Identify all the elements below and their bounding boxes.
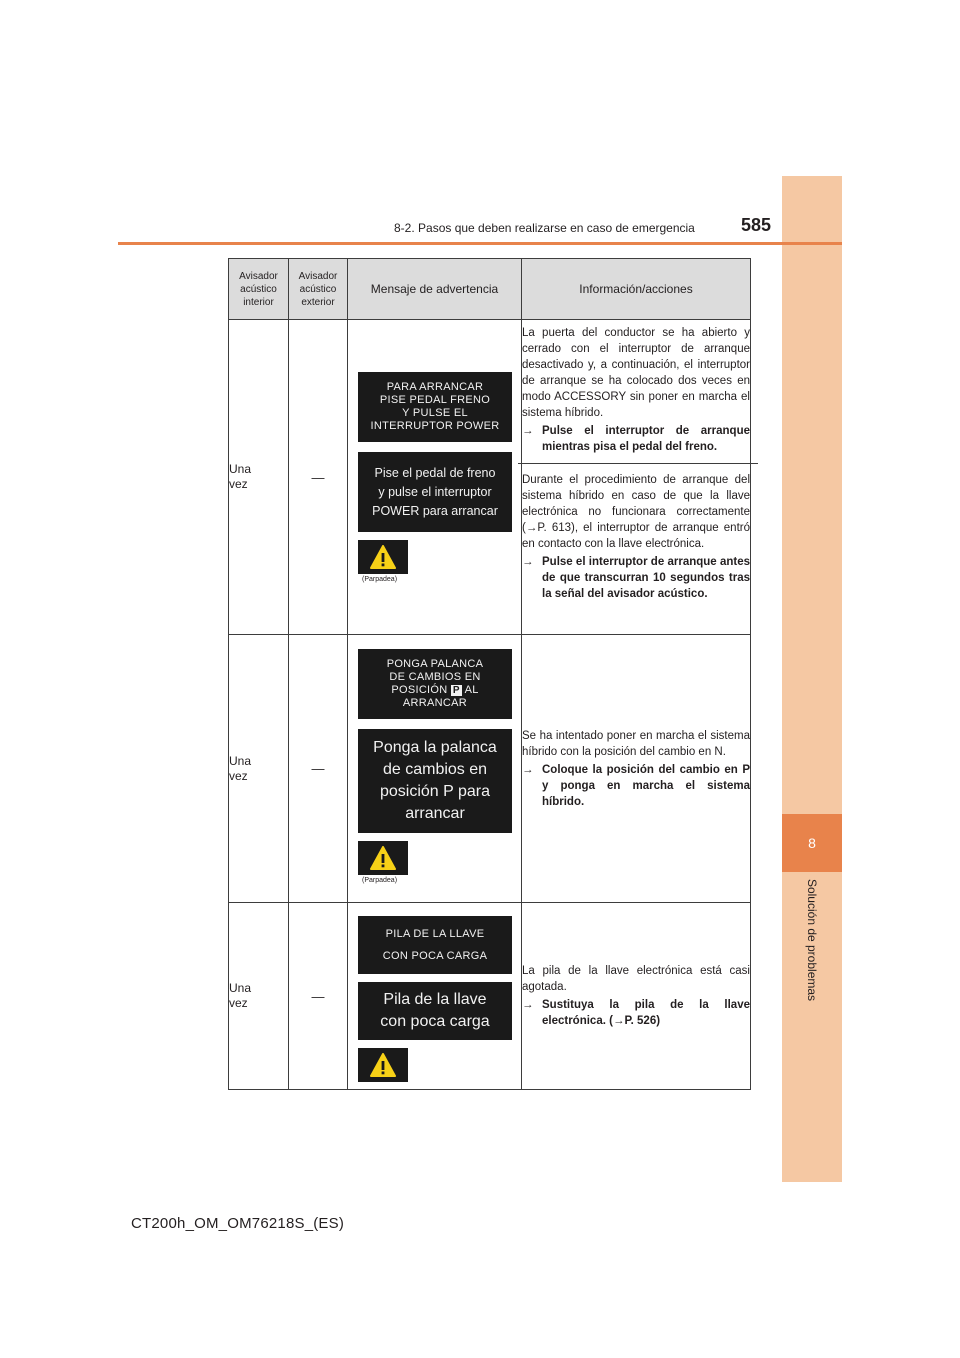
arrow-icon: →: [522, 763, 534, 776]
document-code: CT200h_OM_OM76218S_(ES): [131, 1215, 345, 1232]
warning-display-text: Ponga la palanca de cambios en posición P para arrancar: [358, 729, 512, 833]
interior-buzzer-cell: Una vez: [229, 320, 289, 635]
chapter-number: 8: [782, 814, 842, 872]
p-position-badge: P: [452, 685, 460, 696]
info-text: Se ha intentado poner en marcha el sistema híbrido con la posición del cambio en N.: [522, 729, 750, 758]
arrow-icon: →: [522, 556, 534, 568]
interior-buzzer-cell: Una vez: [229, 903, 289, 1090]
section-title: 8-2. Pasos que deben realizarse en caso de emergencia: [394, 221, 695, 235]
table-row: [229, 903, 751, 1090]
table-row: [229, 320, 751, 635]
chapter-label: Solución de problemas: [805, 878, 819, 1002]
action-text: → Pulse el interruptor de arranque mientras pisa el pedal del freno.: [522, 425, 750, 453]
warning-message-cell: [348, 635, 522, 903]
action-text: → Coloque la posición del cambio en P y ponga en marcha el sistema híbrido.: [522, 763, 750, 808]
table-header-row: [229, 259, 751, 320]
info-text: La puerta del conductor se ha abierto y cerrado con el interruptor de arranque desactivado y, a continuación, el interruptor de arranque se ha colocado dos veces en modo ACCESSORY sin poner en marcha el sistema híbrido.: [522, 327, 750, 419]
info-text: Durante el procedimiento de arranque del sistema híbrido en caso de que la llave electrónica no funcionara correctamente (→P. 613), el interruptor de arranque entró en contacto con la llave electrónica.: [522, 474, 750, 550]
arrow-icon: →: [522, 425, 534, 437]
exterior-buzzer-cell: —: [289, 320, 348, 635]
table-row: [229, 635, 751, 903]
action-text: → Sustituya la pila de la llave electrónica. (→P. 526): [522, 999, 750, 1027]
warning-display-caps: PONGA PALANCA DE CAMBIOS EN POSICIÓN P AL ARRANCAR: [358, 649, 512, 719]
arrow-icon: →: [522, 999, 534, 1011]
action-text: → Pulse el interruptor de arranque antes de que transcurran 10 segundos tras la señal del avisador acústico.: [522, 556, 750, 600]
warning-message-cell: [348, 903, 522, 1090]
header-exterior-buzzer: Avisador acústico exterior: [289, 259, 348, 320]
warning-triangle-icon: [358, 1048, 408, 1082]
page-number: 585: [741, 215, 772, 235]
warning-display-text: Pise el pedal de freno y pulse el interruptor POWER para arrancar: [358, 452, 512, 532]
exterior-buzzer-cell: —: [289, 903, 348, 1090]
information-cell: [522, 635, 751, 903]
warning-triangle-icon: [358, 841, 408, 875]
side-tab: [782, 176, 842, 1182]
warning-table: [228, 258, 751, 1090]
header-warning-message: Mensaje de advertencia: [348, 259, 522, 320]
header-information-actions: Información/acciones: [522, 259, 751, 320]
exterior-buzzer-cell: —: [289, 635, 348, 903]
warning-triangle-icon: [358, 540, 408, 574]
header-interior-buzzer: Avisador acústico interior: [229, 259, 289, 320]
information-cell: [522, 903, 751, 1090]
warning-display-caps: PILA DE LA LLAVE CON POCA CARGA: [358, 916, 512, 974]
info-text: La pila de la llave electrónica está casi agotada.: [522, 965, 750, 993]
information-cell: [522, 320, 751, 635]
header-rule: [118, 242, 842, 245]
warning-message-cell: [348, 320, 522, 635]
warning-display-text: Pila de la llave con poca carga: [358, 982, 512, 1040]
interior-buzzer-cell: Una vez: [229, 635, 289, 903]
warning-display-caps: PARA ARRANCAR PISE PEDAL FRENO Y PULSE EL INTERRUPTOR POWER: [358, 372, 512, 442]
blink-label: (Parpadea): [362, 576, 398, 583]
blink-label: (Parpadea): [362, 877, 398, 884]
